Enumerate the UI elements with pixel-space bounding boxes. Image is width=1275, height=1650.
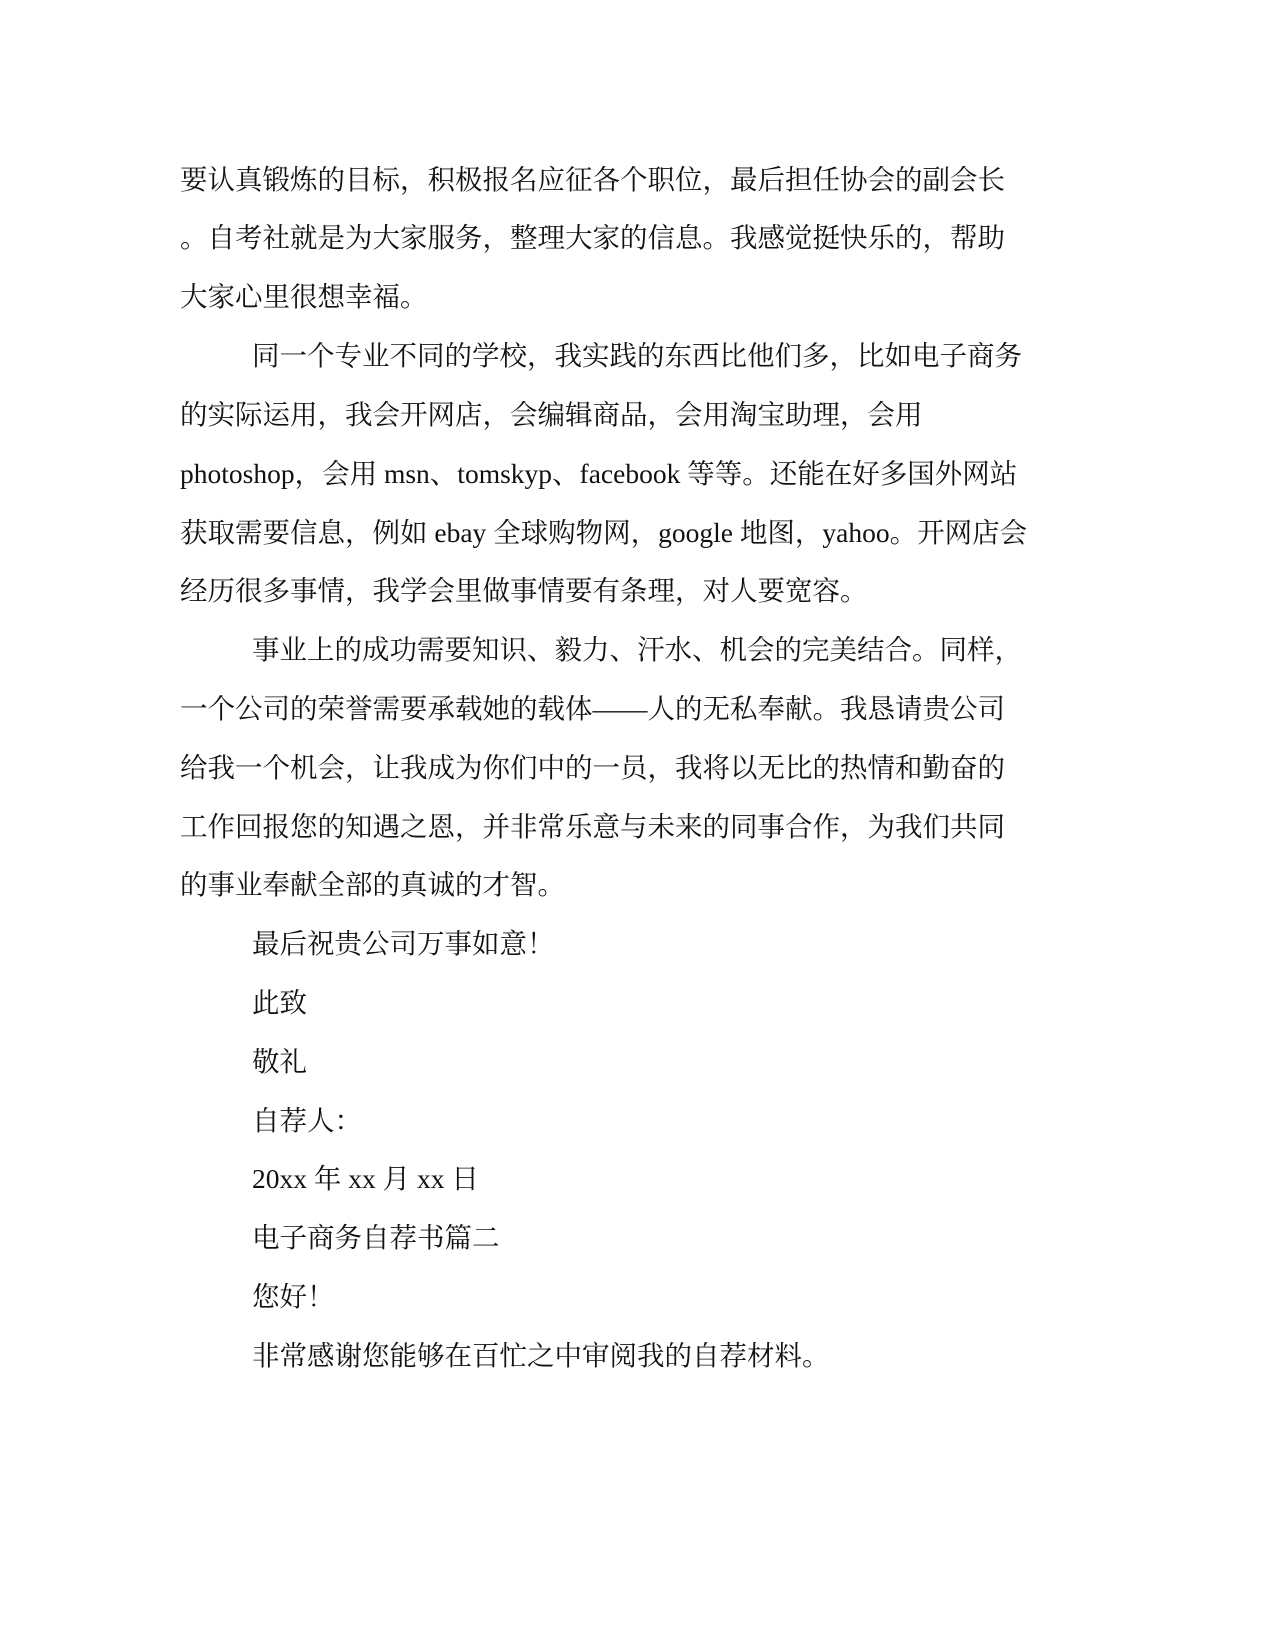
greeting: 您好！: [252, 1281, 335, 1312]
paragraph-first-line: 事业上的成功需要知识、毅力、汗水、机会的完美结合。同样，: [252, 634, 1022, 665]
paragraph-first-line: 同一个专业不同的学校，我实践的东西比他们多，比如电子商务: [252, 340, 1022, 371]
text-line: 给我一个机会，让我成为你们中的一员，我将以无比的热情和勤奋的: [180, 752, 1005, 783]
text-line: 。自考社就是为大家服务，整理大家的信息。我感觉挺快乐的，帮助: [180, 222, 1005, 253]
date-line: 20xx 年 xx 月 xx 日: [252, 1163, 479, 1194]
salutation-jingli: 敬礼: [252, 1046, 307, 1077]
salutation-cizhi: 此致: [252, 987, 307, 1018]
closing-wish: 最后祝贵公司万事如意！: [252, 928, 555, 959]
text-line: 要认真锻炼的目标，积极报名应征各个职位，最后担任协会的副会长: [180, 164, 1005, 195]
text-line: 大家心里很想幸福。: [180, 281, 428, 312]
text-line: 的事业奉献全部的真诚的才智。: [180, 869, 565, 900]
text-line: 的实际运用，我会开网店，会编辑商品，会用淘宝助理，会用: [180, 399, 923, 430]
text-line: 工作回报您的知遇之恩，并非常乐意与未来的同事合作，为我们共同: [180, 811, 1005, 842]
section-title: 电子商务自荐书篇二: [252, 1222, 500, 1253]
text-line: 非常感谢您能够在百忙之中审阅我的自荐材料。: [252, 1340, 830, 1371]
text-line: 获取需要信息，例如 ebay 全球购物网，google 地图，yahoo。开网店会: [180, 517, 1028, 548]
text-line: photoshop，会用 msn、tomskyp、facebook 等等。还能在好多国外网站: [180, 458, 1018, 489]
text-line: 经历很多事情，我学会里做事情要有条理，对人要宽容。: [180, 575, 868, 606]
signature-label: 自荐人：: [252, 1105, 362, 1136]
text-line: 一个公司的荣誉需要承载她的载体——人的无私奉献。我恳请贵公司: [180, 693, 1005, 724]
